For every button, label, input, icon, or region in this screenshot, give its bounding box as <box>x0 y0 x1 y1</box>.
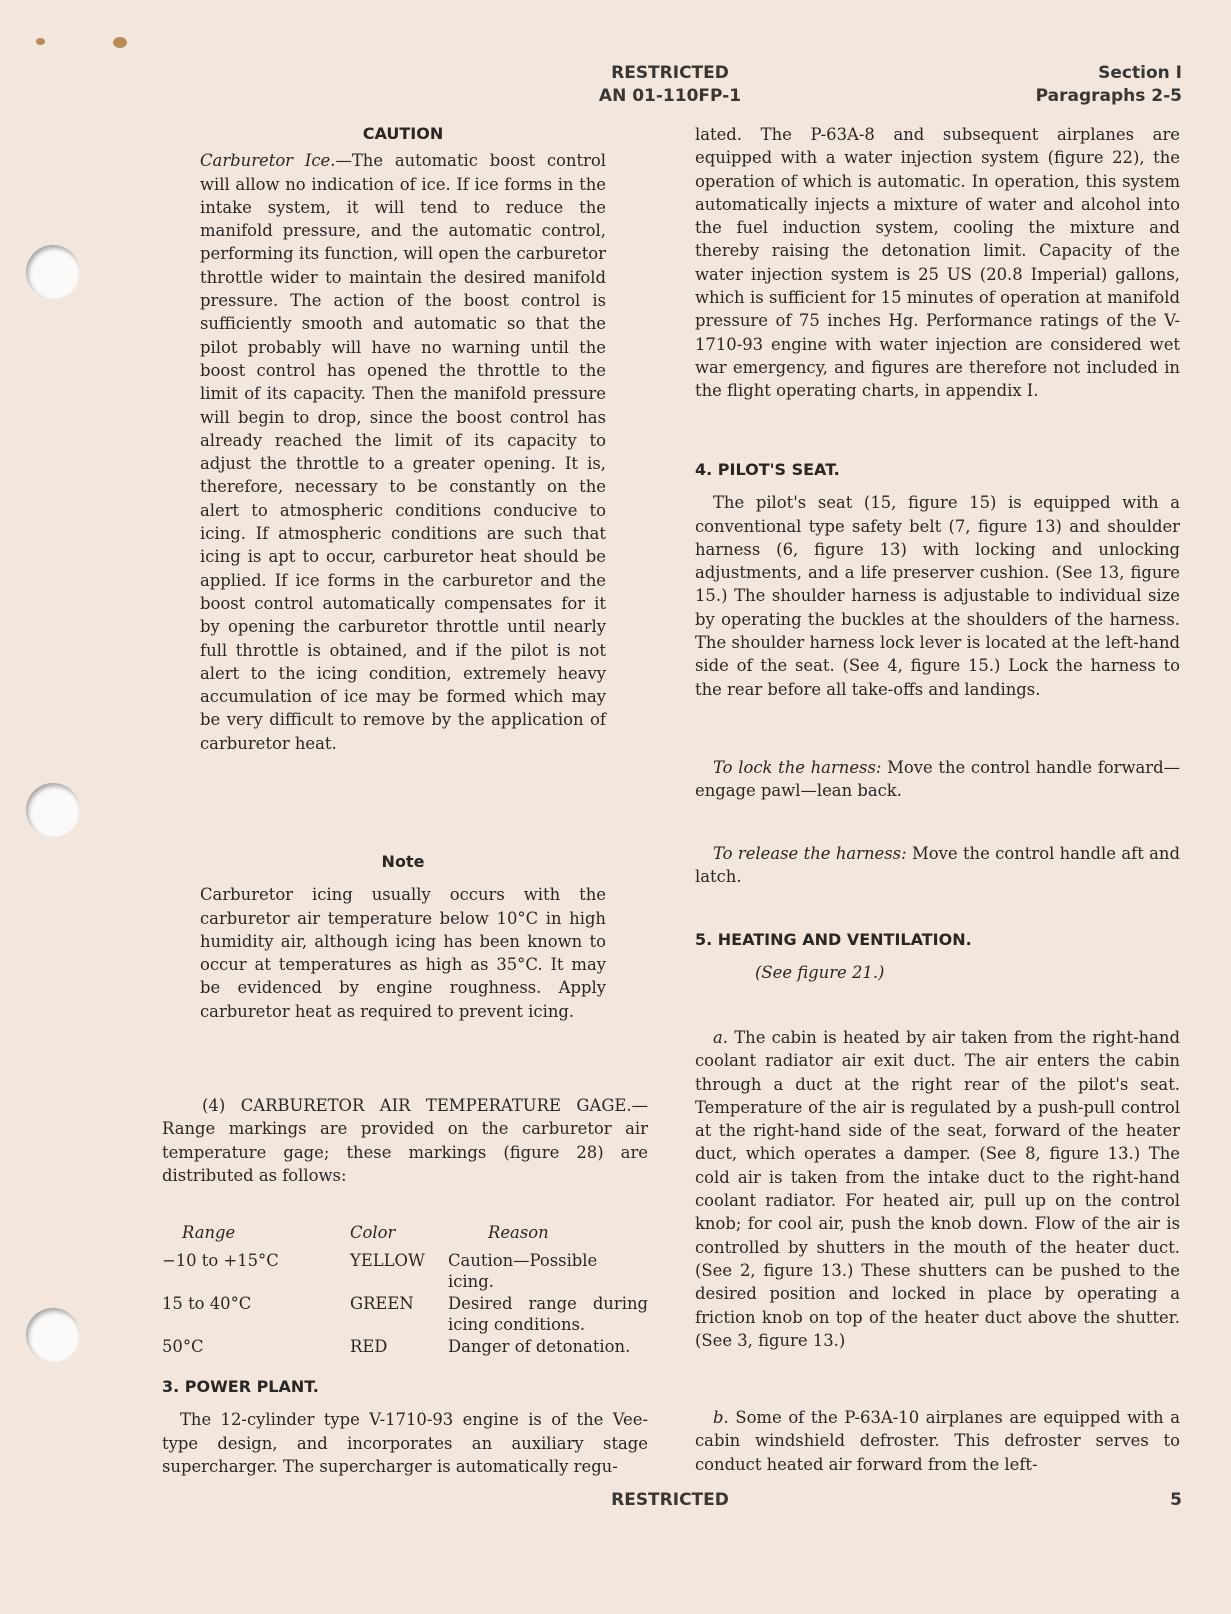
table-cell: Danger of detonation. <box>448 1336 631 1356</box>
page-header-center <box>560 62 780 108</box>
heating-block <box>695 928 1180 985</box>
power-plant-block <box>162 1375 648 1478</box>
binder-hole <box>26 1308 80 1362</box>
stain <box>36 38 45 45</box>
lock-harness-block <box>695 756 1180 803</box>
pilot-seat-block <box>695 458 1180 701</box>
table-header: Color <box>350 1223 396 1242</box>
caution-body: —The automatic boost control will allow no indication of ice. If ice forms in the intake system, it will tend to reduce the manifold pressure, and the automatic control, performing its function, will open the carburetor throttle wider to maintain the desired manifold pressure. The action of the boost control is sufficiently smooth and automatic so that the pilot probably will have no warning until the boost control has opened the throttle to the limit of its capacity. Then the manifold pressure will begin to drop, since the boost control has already reached the limit of its capacity to adjust the throttle to a greater opening. It is, therefore, necessary to be constantly on the alert to atmospheric conditions conducive to icing. If atmospheric conditions are such that icing is apt to occur, carburetor heat should be applied. If ice forms in the carburetor and the boost control automatically compensates for it by opening the carburetor throttle until nearly full throttle is obtained, and if the pilot is not alert to the icing condition, extremely heavy accumulation of ice may be formed which may be very difficult to remove by the application of carburetor heat. <box>200 151 607 753</box>
page-header-right <box>1036 62 1182 108</box>
table-cell: YELLOW <box>350 1250 425 1270</box>
heating-heading: 5. HEATING AND VENTILATION. <box>695 930 972 949</box>
table-row <box>162 1250 648 1293</box>
release-harness-body: Move the control handle aft and latch. <box>695 844 1180 887</box>
heating-para-b <box>695 1406 1180 1476</box>
heating-para-a <box>695 1026 1180 1352</box>
lock-harness-body: Move the control handle forward—engage pawl—lean back. <box>695 758 1180 801</box>
release-harness-lead: To release the harness: <box>713 844 907 863</box>
para-a-body: The cabin is heated by air taken from the right-hand coolant radiator air exit duct. The air enters the cabin through a duct at the right rear of the pilot's seat. Temperature of the air is regulated by a push-pull control at the right-hand side of the seat, forward of the heater duct, which operates a damper. (See 8, figure 13.) The cold air is taken from the intake duct to the right-hand coolant radiator. For heated air, pull up on the control knob; for cool air, push the knob down. Flow of the air is controlled by shutters in the mouth of the heater duct. (See 2, figure 13.) These shutters can be pushed to the desired position and locked in place by operating a friction knob on top of the heater duct above the shutter. (See 3, figure 13.) <box>695 1028 1180 1350</box>
header-paragraphs: Paragraphs 2-5 <box>1035 86 1182 106</box>
binder-hole <box>26 783 80 837</box>
caution-title: CAUTION <box>362 124 444 143</box>
heating-para-a-block <box>695 1026 1180 1352</box>
para-b-label: b. <box>713 1408 729 1427</box>
power-plant-body: The 12-cylinder type V-1710-93 engine is of the Vee-type design, and incorporates an auxiliary stage supercharger. The supercharger is automatically regu- <box>162 1410 648 1476</box>
footer-classification: RESTRICTED <box>611 1490 729 1510</box>
header-doc-number: AN 01-110FP-1 <box>598 86 742 106</box>
table-header: Reason <box>488 1223 549 1242</box>
para-a-label: a. <box>713 1028 728 1047</box>
table-cell: Desired range during icing conditions. <box>448 1293 648 1334</box>
stain <box>113 37 127 48</box>
water-injection-block <box>695 123 1180 403</box>
caution-text <box>200 149 606 755</box>
table-header: Range <box>182 1223 236 1242</box>
gage-paragraph-block <box>162 1094 648 1187</box>
table-cell: Caution—Possible icing. <box>448 1250 598 1291</box>
table-cell: 15 to 40°C <box>162 1293 252 1313</box>
para-b-body: Some of the P-63A-10 airplanes are equipped with a cabin windshield defroster. This defroster serves to conduct heated air forward from the left- <box>695 1408 1180 1474</box>
caution-block <box>200 122 606 755</box>
heating-see-figure: (See figure 21.) <box>755 963 885 983</box>
pilot-seat-heading: 4. PILOT'S SEAT. <box>695 460 840 479</box>
gage-paragraph: (4) CARBURETOR AIR TEMPERATURE GAGE.—Range markings are provided on the carburetor air temperature gage; these markings (figure 28) are distributed as follows: <box>162 1096 648 1185</box>
binder-hole <box>26 245 80 299</box>
header-section: Section I <box>1098 63 1182 83</box>
heating-para-b-block <box>695 1406 1180 1476</box>
power-plant-heading: 3. POWER PLANT. <box>162 1377 319 1396</box>
table-cell: GREEN <box>350 1293 414 1313</box>
pilot-seat-body: The pilot's seat (15, figure 15) is equipped with a conventional type safety belt (7, figure 13) and shoulder harness (6, figure 13) with locking and unlocking adjustments, and a life preserver cushion. (See 13, figure 15.) The shoulder harness is adjustable to individual size by operating the buckles at the shoulders of the harness. The shoulder harness lock lever is located at the left-hand side of the seat. (See 4, figure 15.) Lock the harness to the rear before all take-offs and landings. <box>695 493 1180 699</box>
lock-harness-lead: To lock the harness: <box>713 758 882 777</box>
table-header-row <box>162 1222 648 1250</box>
lock-harness-text <box>695 756 1180 803</box>
continued-paragraph: lated. The P-63A-8 and subsequent airplanes are equipped with a water injection system (figure 22), the operation of which is automatic. In operation, this system automatically injects a mixture of water and alcohol into the fuel induction system, cooling the mixture and thereby raising the detonation limit. Capacity of the water injection system is 25 US (20.8 Imperial) gallons, which is sufficient for 15 minutes of operation at manifold pressure of 75 inches Hg. Performance ratings of the V-1710-93 engine with water injection are considered wet war emergency, and figures are therefore not included in the flight operating charts, in appendix I. <box>695 125 1180 401</box>
caution-lead: Carburetor Ice. <box>200 151 336 171</box>
page-number: 5 <box>1170 1490 1182 1510</box>
table-cell: RED <box>350 1336 388 1356</box>
table-row <box>162 1336 648 1358</box>
note-block <box>200 850 606 1023</box>
gage-markings-table <box>162 1222 648 1357</box>
note-title: Note <box>381 852 425 871</box>
note-body: Carburetor icing usually occurs with the carburetor air temperature below 10°C in high humidity air, although icing has been known to occur at temperatures as high as 35°C. It may be evidenced by engine roughness. Apply carburetor heat as required to prevent icing. <box>200 885 606 1021</box>
header-classification: RESTRICTED <box>611 63 729 83</box>
table-cell: 50°C <box>162 1336 204 1356</box>
release-harness-text <box>695 842 1180 889</box>
table-cell: −10 to +15°C <box>162 1250 279 1270</box>
release-harness-block <box>695 842 1180 889</box>
table-row <box>162 1293 648 1336</box>
